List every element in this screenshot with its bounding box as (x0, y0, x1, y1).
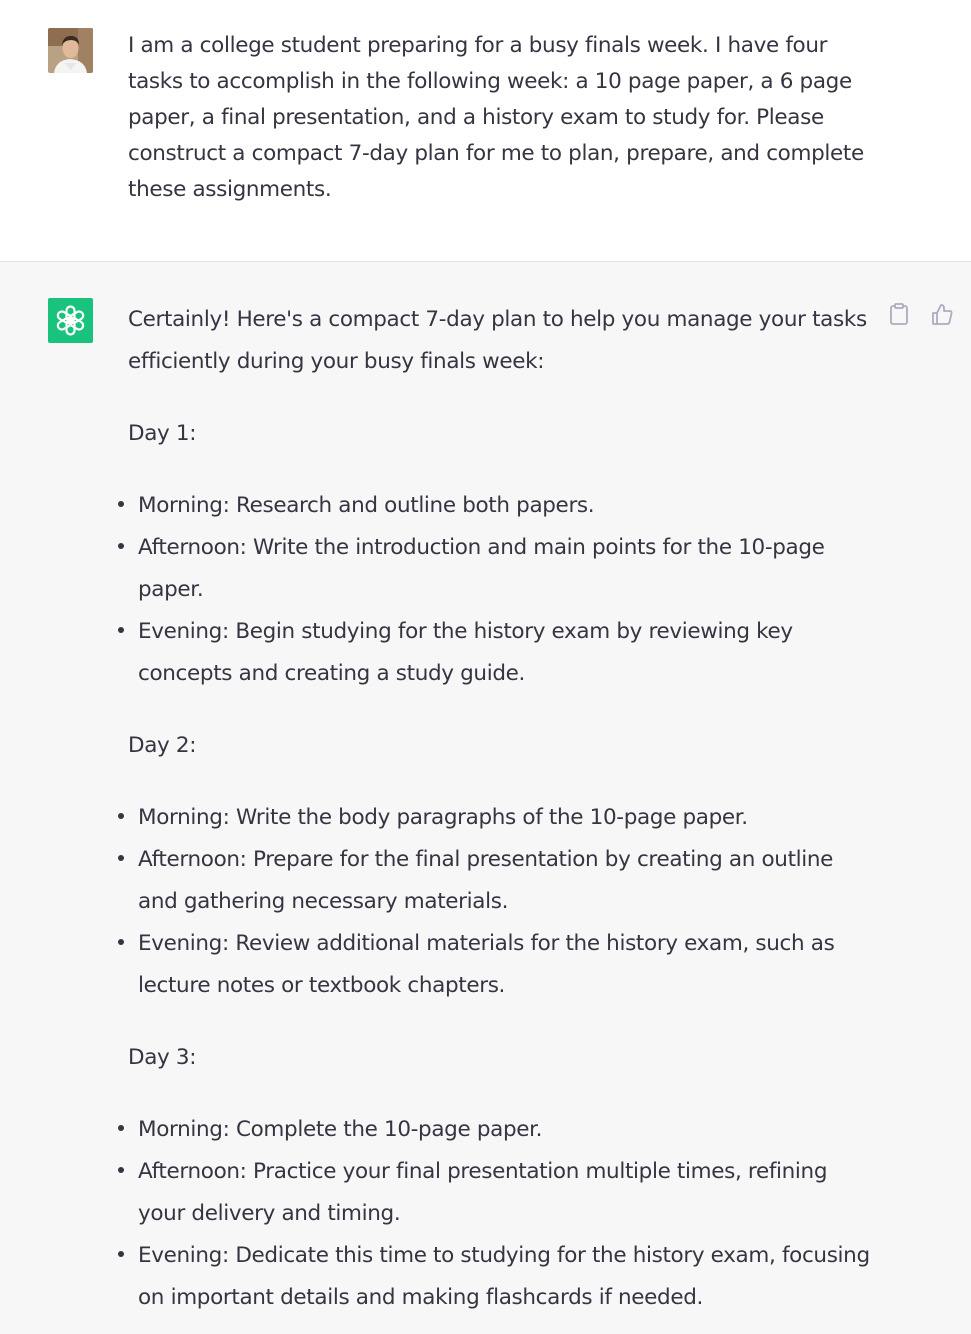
day-section (128, 413, 873, 695)
user-message-row (0, 0, 971, 262)
thumbs-up-icon (931, 302, 953, 326)
task-list (128, 485, 873, 695)
copy-button[interactable] (888, 302, 910, 326)
task-item: Evening: Review additional materials for the history exam, such as lecture notes or textbook chapters. (128, 923, 873, 1007)
task-item: Afternoon: Prepare for the final presentation by creating an outline and gathering necessary materials. (128, 839, 873, 923)
clipboard-icon (888, 302, 910, 326)
task-item: Morning: Research and outline both papers. (128, 485, 873, 527)
day-label: Day 1: (128, 421, 197, 446)
task-item: Morning: Write the body paragraphs of the 10-page paper. (128, 797, 873, 839)
task-list (128, 797, 873, 1007)
message-actions (888, 302, 953, 326)
task-item: Evening: Dedicate this time to studying for the history exam, focusing on important details and making flashcards if needed. (128, 1235, 873, 1319)
thumbs-up-button[interactable] (931, 302, 953, 326)
day-section (128, 1037, 873, 1319)
day-section (128, 725, 873, 1007)
day-label: Day 2: (128, 733, 197, 758)
user-message-text: I am a college student preparing for a busy finals week. I have four tasks to accomplish in the following week: a 10 page paper, a 6 page paper, a final presentation, and a history exam to study for. Please construct a compact 7-day plan for me to plan, prepare, and complete these assignments. (128, 33, 864, 202)
task-item: Afternoon: Write the introduction and main points for the 10-page paper. (128, 527, 873, 611)
task-item: Evening: Begin studying for the history exam by reviewing key concepts and creating a study guide. (128, 611, 873, 695)
task-item: Afternoon: Practice your final presentation multiple times, refining your delivery and timing. (128, 1151, 873, 1235)
task-list (128, 1109, 873, 1319)
assistant-message-text (128, 299, 873, 1334)
task-item: Morning: Complete the 10-page paper. (128, 1109, 873, 1151)
chatgpt-logo-icon (48, 298, 93, 343)
day-label: Day 3: (128, 1045, 197, 1070)
assistant-intro: Certainly! Here's a compact 7-day plan to help you manage your tasks efficiently during your busy finals week: (128, 307, 867, 374)
user-avatar (48, 28, 93, 73)
assistant-message-row (0, 262, 971, 1334)
